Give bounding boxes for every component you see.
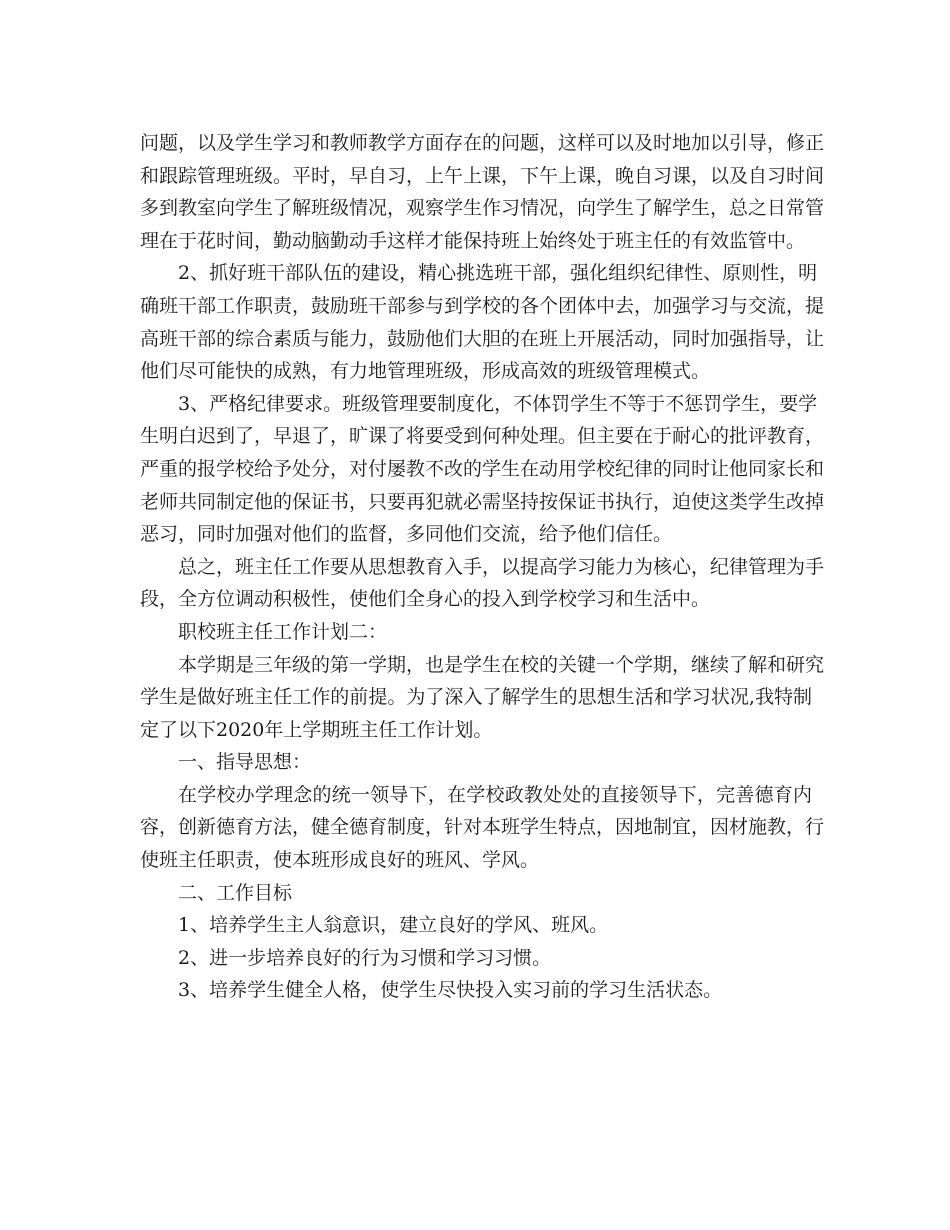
text-line: 本学期是三年级的第一学期，也是学生在校的关键一个学期，继续了解和研究	[178, 653, 825, 676]
text-line: 和跟踪管理班级。平时，早自习，上午上课，下午上课，晚自习课，以及自习时间	[140, 164, 825, 187]
section-heading	[140, 616, 812, 649]
section-heading	[140, 877, 812, 910]
text-line: 3、严格纪律要求。班级管理要制度化，不体罚学生不等于不惩罚学生，要学	[178, 392, 818, 415]
paragraph	[140, 779, 825, 877]
text-line: 老师共同制定他的保证书，只要再犯就必需坚持按保证书执行，迫使这类学生改掉	[140, 490, 825, 513]
text-line: 总之，班主任工作要从思想教育入手，以提高学习能力为核心，纪律管理为手	[178, 555, 825, 578]
text-line: 理在于花时间，勤动脑勤动手这样才能保持班上始终处于班主任的有效监管中。	[140, 229, 806, 252]
text-line: 高班干部的综合素质与能力，鼓励他们大胆的在班上开展活动，同时加强指导，让	[140, 327, 825, 350]
paragraph	[140, 127, 825, 257]
list-item	[140, 974, 812, 1007]
text-line: 容，创新德育方法，健全德育制度，针对本班学生特点，因地制宜，因材施教，行	[140, 816, 825, 839]
text-line: 问题，以及学生学习和教师教学方面存在的问题，这样可以及时地加以引导，修正	[140, 132, 825, 154]
paragraph	[140, 257, 825, 387]
section-heading	[140, 746, 812, 779]
text-line: 2、抓好班干部队伍的建设，精心挑选班干部，强化组织纪律性、原则性，明	[178, 262, 818, 285]
list-item	[140, 909, 812, 942]
paragraph	[140, 388, 825, 551]
text-line: 在学校办学理念的统一领导下，在学校政教处处的直接领导下，完善德育内	[178, 783, 812, 806]
text-line: 2、进一步培养良好的行为习惯和学习习惯。	[178, 946, 552, 969]
list-item	[140, 942, 812, 975]
text-line: 严重的报学校给予处分，对付屡教不改的学生在动用学校纪律的同时让他同家长和	[140, 457, 825, 480]
text-line: 他们尽可能快的成熟，有力地管理班级，形成高效的班级管理模式。	[140, 360, 711, 383]
text-line: 一、指导思想：	[178, 751, 312, 774]
text-line: 学生是做好班主任工作的前提。为了深入了解学生的思想生活和学习状况,我特制	[140, 686, 812, 709]
document-body	[140, 127, 825, 1007]
text-line: 二、工作目标	[178, 881, 293, 904]
text-line: 段，全方位调动积极性，使他们全身心的投入到学校学习和生活中。	[140, 588, 711, 611]
text-line: 生明白迟到了，早退了，旷课了将要受到何种处理。但主要在于耐心的批评教育，	[140, 425, 825, 448]
paragraph	[140, 551, 825, 616]
text-line: 使班主任职责，使本班形成良好的班风、学风。	[140, 849, 540, 872]
paragraph	[140, 649, 825, 747]
text-line: 定了以下2020年上学期班主任工作计划。	[140, 718, 493, 741]
text-line: 多到教室向学生了解班级情况，观察学生作习情况，向学生了解学生，总之日常管	[140, 197, 825, 220]
text-line: 1、培养学生主人翁意识，建立良好的学风、班风。	[178, 914, 609, 937]
text-line: 恶习，同时加强对他们的监督，多同他们交流，给予他们信任。	[140, 523, 673, 546]
text-line: 3、培养学生健全人格，使学生尽快投入实习前的学习生活状态。	[178, 979, 723, 1002]
text-line: 确班干部工作职责，鼓励班干部参与到学校的各个团体中去，加强学习与交流，提	[140, 294, 825, 317]
text-line: 职校班主任工作计划二：	[178, 620, 388, 643]
